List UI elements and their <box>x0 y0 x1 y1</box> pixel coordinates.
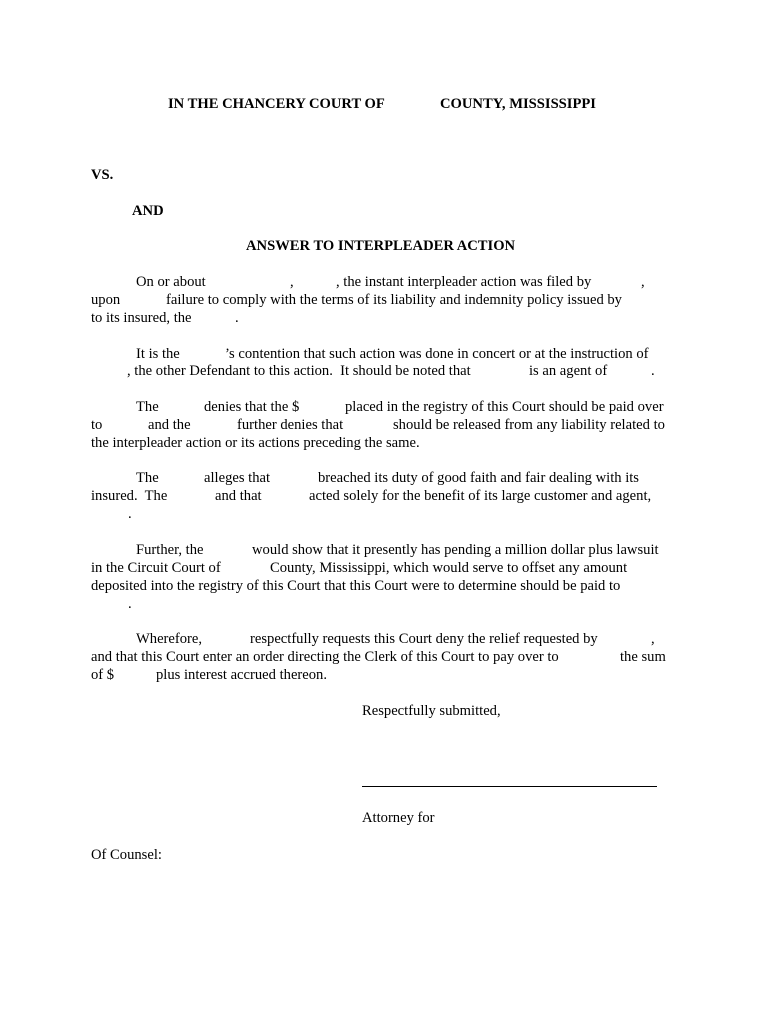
p2-text: It is the <box>136 346 180 362</box>
p6-text: Wherefore, <box>136 631 203 647</box>
p3-text: denies that the $ <box>204 399 300 415</box>
document-title: ANSWER TO INTERPLEADER ACTION <box>246 238 516 254</box>
p3-text: to <box>91 417 103 433</box>
p3-text: should be released from any liability related to <box>393 417 665 433</box>
court-heading-left: IN THE CHANCERY COURT OF <box>168 96 385 112</box>
p1-text: , the instant interpleader action was filed by <box>336 274 592 290</box>
p1-text: , <box>290 274 294 290</box>
attorney-for-label: Attorney for <box>362 810 435 826</box>
p1-text: On or about <box>136 274 206 290</box>
p4-text: and that <box>215 488 262 504</box>
p6-text: plus interest accrued thereon. <box>156 667 327 683</box>
p4-text: . <box>128 506 132 522</box>
p1-text: failure to comply with the terms of its liability and indemnity policy issued by <box>166 292 622 308</box>
p2-text: ’s contention that such action was done in concert or at the instruction of <box>225 346 649 362</box>
p2-text: . <box>651 363 655 379</box>
caption-and: AND <box>132 203 164 219</box>
p6-text: of $ <box>91 667 115 683</box>
p5-text: would show that it presently has pending a million dollar plus lawsuit <box>252 542 659 558</box>
p6-text: the sum <box>620 649 666 665</box>
p2-text: is an agent of <box>529 363 608 379</box>
signature-line <box>362 786 657 787</box>
p4-text: insured. The <box>91 488 168 504</box>
p3-text: placed in the registry of this Court should be paid over <box>345 399 664 415</box>
p3-text: The <box>136 399 159 415</box>
caption-vs: VS. <box>91 167 114 183</box>
p1-text: . <box>235 310 239 326</box>
respectfully-submitted: Respectfully submitted, <box>362 703 501 719</box>
p2-text: , the other Defendant to this action. It should be noted that <box>127 363 471 379</box>
p1-text: , <box>641 274 645 290</box>
p3-text: further denies that <box>237 417 344 433</box>
p5-text: in the Circuit Court of <box>91 560 221 576</box>
p6-text: and that this Court enter an order directing the Clerk of this Court to pay over to <box>91 649 559 665</box>
p5-text: . <box>128 596 132 612</box>
of-counsel-label: Of Counsel: <box>91 847 162 863</box>
p6-text: , <box>651 631 655 647</box>
p3-text: and the <box>148 417 191 433</box>
court-heading-right: COUNTY, MISSISSIPPI <box>440 96 596 112</box>
p5-text: Further, the <box>136 542 204 558</box>
p1-text: to its insured, the <box>91 310 192 326</box>
p3-text: the interpleader action or its actions preceding the same. <box>91 435 420 451</box>
p5-text: County, Mississippi, which would serve to offset any amount <box>270 560 628 576</box>
p6-text: respectfully requests this Court deny the relief requested by <box>250 631 598 647</box>
p4-text: breached its duty of good faith and fair dealing with its <box>318 470 639 486</box>
p4-text: alleges that <box>204 470 271 486</box>
p5-text: deposited into the registry of this Court that this Court were to determine should be paid to <box>91 578 621 594</box>
p4-text: The <box>136 470 159 486</box>
p4-text: acted solely for the benefit of its large customer and agent, <box>309 488 652 504</box>
p1-text: upon <box>91 292 121 308</box>
